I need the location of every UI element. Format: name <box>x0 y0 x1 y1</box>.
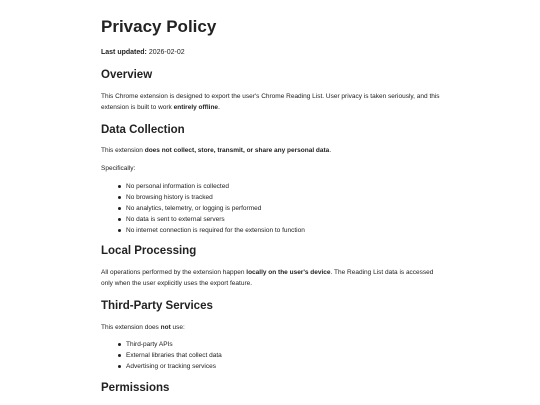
third-party-heading: Third-Party Services <box>101 300 213 312</box>
third-party-list <box>115 339 222 372</box>
last-updated <box>101 48 185 57</box>
overview-text-bold: entirely offline <box>173 104 219 111</box>
local-processing-heading: Local Processing <box>101 245 197 257</box>
third-party-intro <box>101 322 441 333</box>
list-item: No internet connection is required for the extension to function <box>115 225 305 236</box>
list-item: Advertising or tracking services <box>115 361 222 372</box>
local-processing-text-end: . The Reading List data is accessed only when the user explicitly uses the export feature. <box>101 269 434 287</box>
overview-text-part: This Chrome extension is designed to export the user's Chrome Reading List. User privacy is taken seriously, and this extension is built to work <box>101 93 440 111</box>
data-collection-list <box>115 181 305 236</box>
third-party-intro-bold: not <box>160 324 171 331</box>
overview-heading: Overview <box>101 69 153 81</box>
overview-text-end: . <box>218 104 220 111</box>
last-updated-label: Last updated: <box>101 49 147 56</box>
data-collection-intro-part: This extension <box>101 147 145 154</box>
local-processing-text <box>101 267 441 289</box>
local-processing-text-part: All operations performed by the extension happen <box>101 269 247 276</box>
data-collection-intro <box>101 145 441 156</box>
list-item: No data is sent to external servers <box>115 214 305 225</box>
data-collection-intro-end: . <box>329 147 332 154</box>
data-collection-intro-bold: does not collect, store, transmit, or share any personal data <box>144 147 330 154</box>
overview-text <box>101 91 441 113</box>
list-item: No browsing history is tracked <box>115 192 305 203</box>
local-processing-text-bold: locally on the user's device <box>246 269 331 276</box>
list-item: No personal information is collected <box>115 181 305 192</box>
last-updated-date: 2026-02-02 <box>148 49 185 56</box>
list-item: No analytics, telemetry, or logging is performed <box>115 203 305 214</box>
permissions-heading: Permissions <box>101 382 170 394</box>
list-item: Third-party APIs <box>115 339 222 350</box>
list-item: External libraries that collect data <box>115 350 222 361</box>
page-title: Privacy Policy <box>101 17 217 36</box>
third-party-intro-part: This extension does <box>101 324 161 331</box>
data-collection-heading: Data Collection <box>101 124 185 136</box>
data-collection-specifically: Specifically: <box>101 165 136 172</box>
third-party-intro-end: use: <box>170 324 185 331</box>
